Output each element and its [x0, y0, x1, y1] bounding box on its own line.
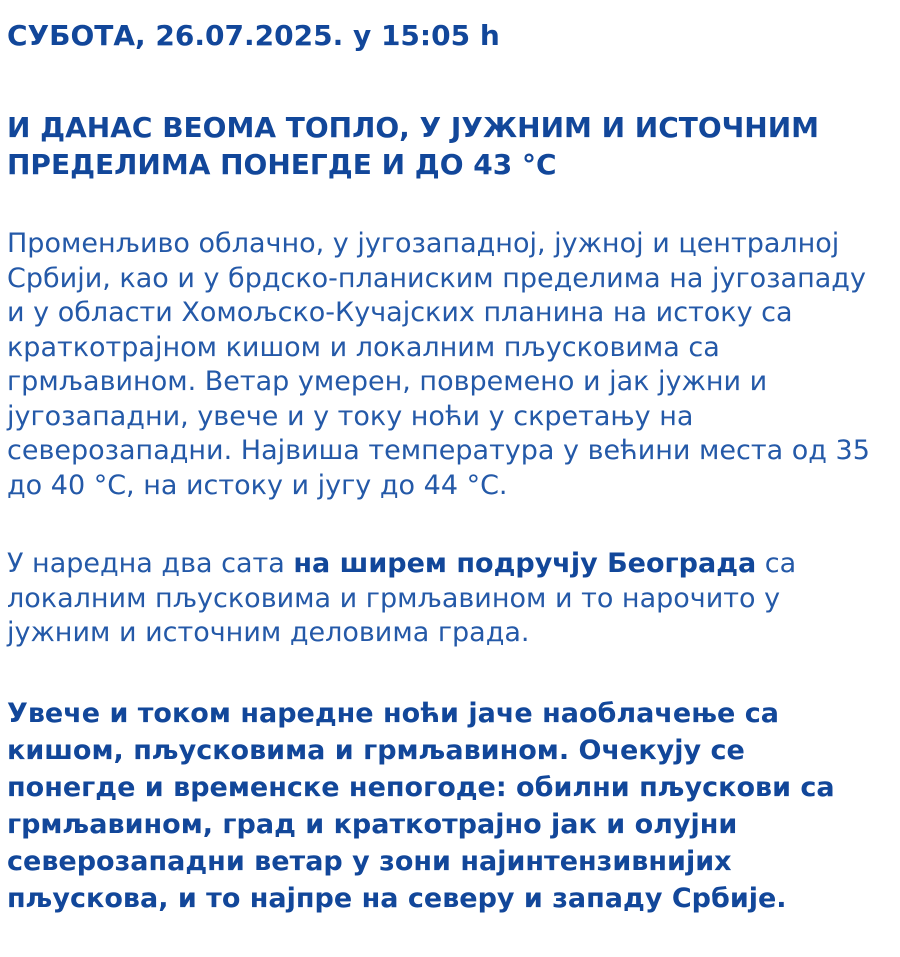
forecast-paragraph-general: Променљиво облачно, у југозападној, јужној и централној Србији, као и у брдско-планиским пределима на југозападу и у области Хомољско-Кучајских планина на истоку са краткотрајном кишом и локалним пљусковима са грмљавином. Ветар умерен, повремено и јак јужни и југозападни, увече и у току ноћи у скретању на северозападни. Највиша температура у већини места од 35 до 40 °C, на истоку и југу до 44 °C.	[7, 228, 870, 501]
belgrade-area-emphasis: на ширем подручју Београда	[293, 548, 757, 579]
belgrade-text-before: У наредна два сата	[7, 548, 294, 579]
forecast-paragraph-belgrade	[7, 547, 882, 651]
forecast-dateline: СУБОТА, 26.07.2025. у 15:05 h	[7, 19, 500, 52]
belgrade-text-after: са локалним пљусковима и грмљавином и то нарочито у јужним и источним деловима града.	[7, 548, 797, 648]
forecast-headline: И ДАНАС ВЕОМА ТОПЛО, У ЈУЖНИМ И ИСТОЧНИМ ПРЕДЕЛИМА ПОНЕГДЕ И ДО 43 °C	[7, 111, 820, 181]
forecast-paragraph-warning: Увече и током наредне ноћи јаче наоблачење са кишом, пљусковима и грмљавином. Очекују се понегде и временске непогоде: обилни пљускови са грмљавином, град и краткотрајно јак и олујни северозападни ветар у зони најинтензивнијих пљускова, и то најпре на северу и западу Србије.	[7, 697, 835, 914]
